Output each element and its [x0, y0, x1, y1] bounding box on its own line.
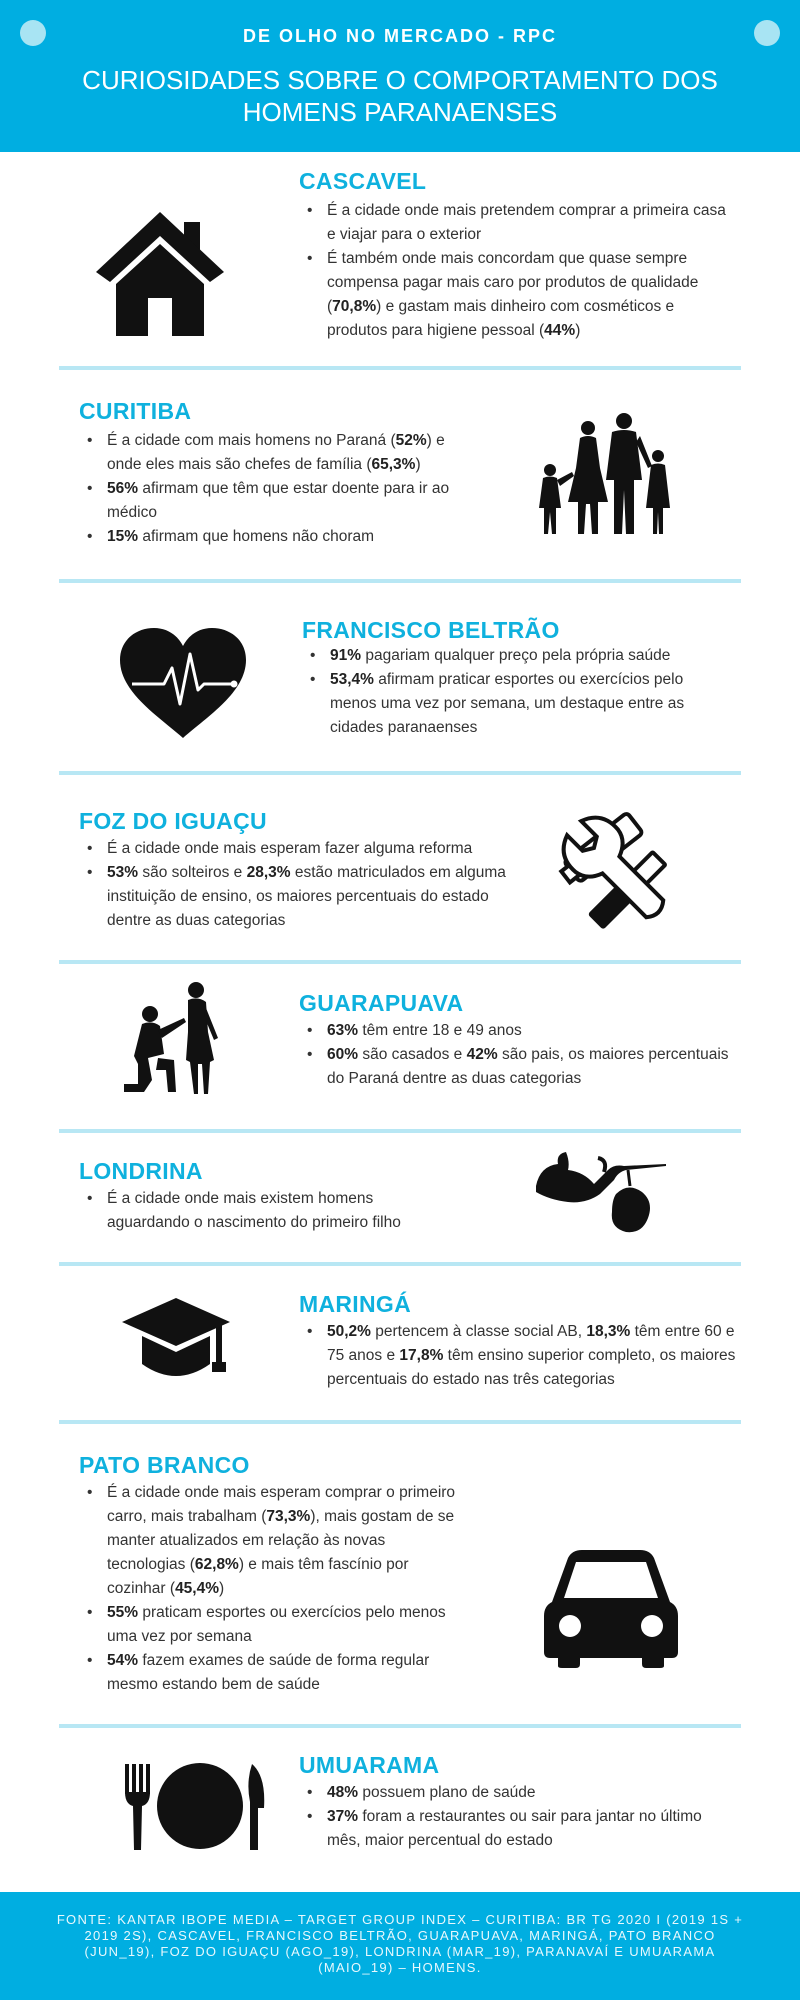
fact-item — [299, 1019, 739, 1043]
fact-item — [79, 525, 459, 549]
fact-text: possuem plano de saúde — [358, 1784, 536, 1801]
fact-highlight: 37% — [327, 1808, 359, 1825]
fact-item — [302, 644, 732, 668]
fact-highlight: 70,8% — [332, 298, 377, 315]
source-note: FONTE: KANTAR IBOPE MEDIA – TARGET GROUP INDEX – CURITIBA: BR TG 2020 I (2019 1S + 2019 2S), CASCAVEL, FRANCISCO BELTRÃO, GUARAPUAVA, MARINGÁ, PATO BRANCO (JUN_19), FOZ DO IGUAÇU (AGO_19), LONDRINA (MAR_19), PARANAVAÍ E UMUARAMA (MAIO_19) – HOMENS. — [56, 1912, 744, 1975]
city-title: LONDRINA — [79, 1158, 203, 1184]
fact-item — [299, 1781, 739, 1805]
fact-item — [299, 247, 729, 343]
fact-item — [79, 477, 459, 525]
fact-highlight: 73,3% — [266, 1508, 311, 1525]
facts-list — [79, 1187, 439, 1235]
fact-highlight: 42% — [466, 1046, 498, 1063]
fact-text: ) e gastam mais dinheiro com cosméticos e produtos para higiene pessoal ( — [327, 298, 675, 339]
facts-list — [299, 199, 729, 343]
fact-text: É a cidade onde mais pretendem comprar a primeira casa e viajar para o exterior — [327, 202, 726, 243]
section-divider — [59, 1420, 741, 1424]
fact-text: são pais, os maiores percentuais do Paraná dentre as duas categorias — [327, 1046, 729, 1087]
facts-list — [79, 837, 509, 933]
fact-text: É também onde mais concordam que quase sempre compensa pagar mais caro por produtos de qualidade ( — [327, 250, 699, 315]
section-divider — [59, 771, 741, 775]
fact-text: ) e mais têm fascínio por cozinhar ( — [107, 1556, 409, 1597]
facts-list — [299, 1019, 739, 1091]
fact-item — [302, 668, 732, 740]
facts-list — [79, 1481, 459, 1697]
city-title: PATO BRANCO — [79, 1452, 250, 1478]
facts-list — [79, 429, 459, 549]
fact-text: afirmam que homens não choram — [138, 528, 375, 545]
fact-text: É a cidade onde mais esperam fazer alguma reforma — [107, 840, 473, 857]
proposal-icon — [118, 980, 228, 1103]
fact-item — [79, 429, 459, 477]
footer-banner — [0, 1892, 800, 2000]
fact-item — [79, 837, 509, 861]
fact-highlight: 18,3% — [586, 1323, 631, 1340]
graduation-cap-icon — [120, 1296, 232, 1393]
fact-item — [79, 1649, 459, 1697]
stork-icon — [534, 1150, 668, 1239]
fact-text: têm entre 60 e 75 anos e — [327, 1323, 735, 1364]
fact-item — [299, 199, 729, 247]
fact-text: ) — [219, 1580, 225, 1597]
fact-text: pagariam qualquer preço pela própria saúde — [361, 647, 671, 664]
section-divider — [59, 1129, 741, 1133]
city-title: UMUARAMA — [299, 1752, 440, 1778]
fact-text: ), mais gostam de se manter atualizados em relação às novas tecnologias ( — [107, 1508, 455, 1573]
fact-highlight: 53,4% — [330, 671, 374, 688]
header-banner — [0, 0, 800, 152]
fact-item — [79, 861, 509, 933]
fact-text: estão matriculados em alguma instituição de ensino, os maiores percentuais do estado dentre as duas categorias — [107, 864, 506, 929]
section-divider — [59, 366, 741, 370]
fact-text: É a cidade com mais homens no Paraná ( — [107, 432, 396, 449]
dinner-plate-icon — [122, 1762, 268, 1857]
fact-item — [299, 1805, 739, 1853]
fact-text: afirmam que têm que estar doente para ir ao médico — [107, 480, 450, 521]
fact-highlight: 53% — [107, 864, 139, 881]
section-divider — [59, 579, 741, 583]
fact-item — [79, 1481, 459, 1601]
fact-highlight: 91% — [330, 647, 362, 664]
fact-highlight: 17,8% — [399, 1347, 444, 1364]
fact-text: têm ensino superior completo, os maiores percentuais do estado nas três categorias — [327, 1347, 736, 1388]
facts-list — [299, 1320, 744, 1392]
fact-item — [79, 1187, 439, 1235]
fact-highlight: 48% — [327, 1784, 359, 1801]
tools-icon — [550, 806, 686, 937]
city-title: FRANCISCO BELTRÃO — [302, 617, 560, 643]
fact-text: são casados e — [358, 1046, 467, 1063]
city-title: GUARAPUAVA — [299, 990, 464, 1016]
fact-highlight: 50,2% — [327, 1323, 371, 1340]
fact-highlight: 28,3% — [246, 864, 291, 881]
fact-text: fazem exames de saúde de forma regular mesmo estando bem de saúde — [107, 1652, 430, 1693]
section-divider — [59, 960, 741, 964]
fact-text: ) — [415, 456, 421, 473]
fact-highlight: 55% — [107, 1604, 139, 1621]
city-title: CURITIBA — [79, 398, 192, 424]
page-title: CURIOSIDADES SOBRE O COMPORTAMENTO DOS HOMENS PARANAENSES — [82, 65, 718, 127]
fact-text: têm entre 18 e 49 anos — [358, 1022, 522, 1039]
fact-highlight: 60% — [327, 1046, 359, 1063]
fact-highlight: 45,4% — [175, 1580, 220, 1597]
fact-text: É a cidade onde mais esperam comprar o primeiro carro, mais trabalham ( — [107, 1484, 456, 1525]
fact-text: praticam esportes ou exercícios pelo menos uma vez por semana — [107, 1604, 446, 1645]
fact-text: afirmam praticar esportes ou exercícios pelo menos uma vez por semana, um destaque entre as cidades paranaenses — [330, 671, 685, 736]
fact-highlight: 56% — [107, 480, 139, 497]
car-icon — [544, 1548, 678, 1673]
city-title: FOZ DO IGUAÇU — [79, 808, 267, 834]
fact-highlight: 52% — [395, 432, 427, 449]
fact-text: É a cidade onde mais existem homens aguardando o nascimento do primeiro filho — [107, 1190, 401, 1231]
fact-highlight: 54% — [107, 1652, 139, 1669]
fact-item — [79, 1601, 459, 1649]
section-divider — [59, 1262, 741, 1266]
fact-item — [299, 1043, 739, 1091]
fact-text: pertencem à classe social AB, — [370, 1323, 587, 1340]
facts-list — [302, 644, 732, 740]
family-icon — [536, 412, 676, 541]
fact-text: são solteiros e — [138, 864, 247, 881]
fact-highlight: 15% — [107, 528, 139, 545]
fact-item — [299, 1320, 744, 1392]
fact-text: ) — [575, 322, 581, 339]
section-divider — [59, 1724, 741, 1728]
header-kicker: DE OLHO NO MERCADO - RPC — [242, 26, 557, 46]
facts-list — [299, 1781, 739, 1853]
heartbeat-icon — [118, 626, 248, 745]
house-icon — [94, 210, 226, 343]
fact-text: ) e onde eles mais são chefes de família ( — [107, 432, 445, 473]
fact-text: foram a restaurantes ou sair para jantar no último mês, maior percentual do estado — [327, 1808, 702, 1849]
fact-highlight: 65,3% — [371, 456, 416, 473]
fact-highlight: 44% — [544, 322, 576, 339]
fact-highlight: 62,8% — [194, 1556, 239, 1573]
city-title: MARINGÁ — [299, 1291, 411, 1317]
fact-highlight: 63% — [327, 1022, 359, 1039]
city-title: CASCAVEL — [299, 168, 427, 194]
